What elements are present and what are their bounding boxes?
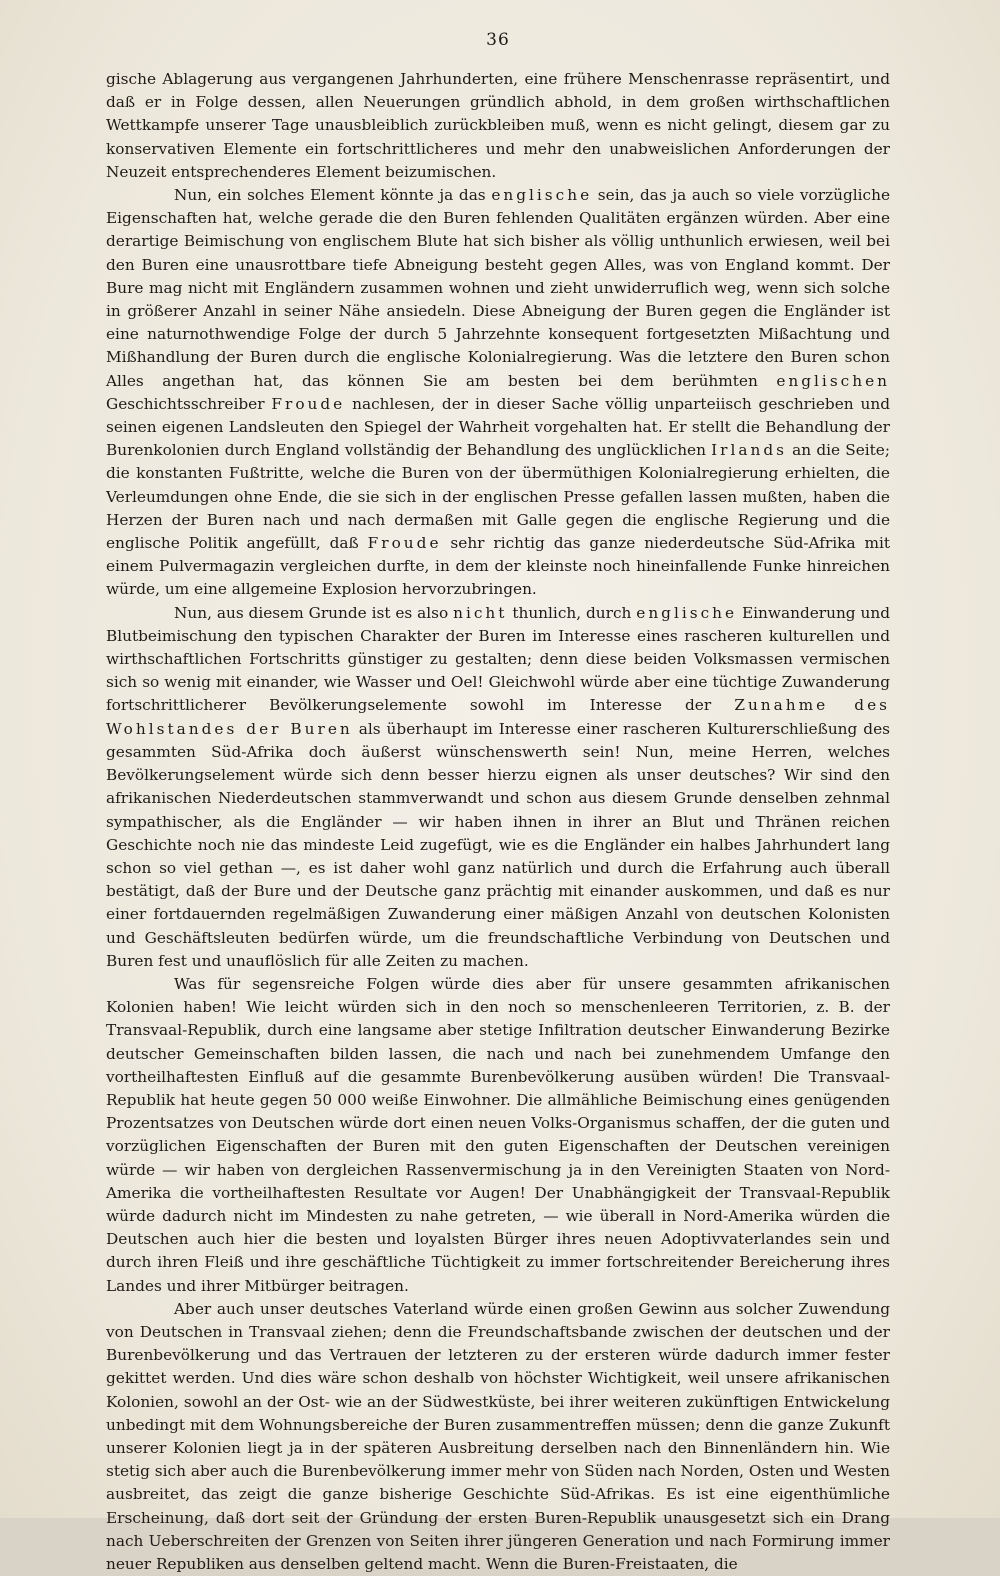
emphasized-text: Froude <box>367 534 442 553</box>
paragraph-1 <box>106 68 890 184</box>
text-run: gische Ablagerung aus vergangenen Jahrhunderten, eine frühere Menschenrasse repräsentirt, und daß er in Folge dessen, allen Neuerungen gründlich abhold, in dem großen wirthschaftlichen Wettkampfe unserer Tage unausbleiblich zurückbleiben muß, wenn es nicht gelingt, diesem gar zu konservativen Elemente ein fortschrittlicheres und mehr den unabweislichen Anforderungen der Neuzeit entsprechenderes Element beizumischen. <box>106 70 890 181</box>
text-run: an die Seite; die konstanten Fußtritte, welche die Buren von der übermüthigen Kolonialregierung erhielten, die Verleumdungen ohne Ende, die sie sich in der englischen Presse gefallen lassen mußten, haben die Herzen der Buren nach und nach dermaßen mit Galle gegen die englische Regierung und die englische Politik angefüllt, daß <box>106 441 891 553</box>
paragraph-4 <box>106 973 890 1298</box>
paragraph-2 <box>106 184 890 602</box>
emphasized-text: englische <box>636 603 738 622</box>
text-run: Nun, ein solches Element könnte ja das <box>174 186 492 205</box>
emphasized-text: Irlands <box>711 441 788 460</box>
text-run: Nun, aus diesem Grunde ist es also <box>174 603 454 622</box>
emphasized-text: englischen <box>776 371 890 390</box>
emphasized-text: nicht <box>453 603 508 622</box>
text-run: nachlesen, der in dieser Sache völlig unparteiisch geschrieben und seinen eigenen Landsleuten den Spiegel der Wahrheit vorgehalten hat. Er stellt die Behandlung der Burenkolonien durch England vollständig der Behandlung des unglücklichen <box>106 394 890 460</box>
paragraph-3 <box>106 602 890 973</box>
emphasized-text: Zunahme des Wohlstandes der Buren <box>106 696 890 738</box>
text-run: sein, das ja auch so viele vorzügliche Eigenschaften hat, welche gerade die den Buren fehlenden Qualitäten ergänzen würden. Aber eine derartige Beimischung von englischem Blute hat sich bisher als völlig unthunlich erwiesen, weil bei den Buren eine unausrottbare tiefe Abneigung besteht gegen Alles, was von England kommt. Der Bure mag nicht mit Engländern zusammen wohnen und zieht unwiderruflich weg, wenn sich solche in größerer Anzahl in seiner Nähe ansiedeln. Diese Abneigung der Buren gegen die Engländer ist eine naturnothwendige Folge der durch 5 Jahrzehnte konsequent fortgesetzten Mißachtung und Mißhandlung der Buren durch die englische Kolonialregierung. Was die letztere den Buren schon Alles angethan hat, das können Sie am besten bei dem berühmten <box>106 186 891 390</box>
text-run: Was für segensreiche Folgen würde dies aber für unsere gesammten afrikanischen Kolonien haben! Wie leicht würden sich in den noch so menschenleeren Territorien, z. B. der Transvaal-Republik, durch eine langsame aber stetige Infiltration deutscher Einwanderung Bezirke deutscher Gemeinschaften bilden lassen, die nach und nach bei zunehmendem Umfange den vortheilhaftesten Einfluß auf die gesammte Burenbevölkerung ausüben würden! Die Transvaal-Republik hat heute gegen 50 000 weiße Einwohner. Die allmähliche Beimischung eines genügenden Prozentsatzes von Deutschen würde dort einen neuen Volks-Organismus schaffen, der die guten und vorzüglichen Eigenschaften der Buren mit den guten Eigenschaften der Deutschen vereinigen würde — wir haben von dergleichen Rassenvermischung ja in den Vereinigten Staaten von Nord-Amerika die vortheilhaftesten Resultate vor Augen! Der Unabhängigkeit der Transvaal-Republik würde dadurch nicht im Mindesten zu nahe getreten, — wie überall in Nord-Amerika würden die Deutschen auch hier die besten und loyalsten Bürger ihres neuen Adoptivvaterlandes sein und durch ihren Fleiß und ihre geschäftliche Tüchtigkeit zu immer fortschreitender Bereicherung ihres Landes und ihrer Mitbürger beitragen. <box>106 974 890 1295</box>
text-run: Geschichtsschreiber <box>106 394 272 413</box>
page-number: 36 <box>486 30 510 50</box>
paragraph-5 <box>106 1298 890 1576</box>
text-run: sehr richtig das ganze niederdeutsche Süd-Afrika mit einem Pulvermagazin vergleichen durfte, in dem der kleinste noch hineinfallende Funke hinreichen würde, um eine allgemeine Explosion hervorzubringen. <box>106 534 891 599</box>
text-run: Einwanderung und Blutbeimischung den typischen Charakter der Buren im Interesse eines rascheren kulturellen und wirthschaftlichen Fortschritts günstiger zu gestalten; denn diese beiden Volksmassen vermischen sich so wenig mit einander, wie Wasser und Oel! Gleichwohl würde aber eine tüchtige Zuwanderung fortschrittlicherer Bevölkerungselemente sowohl im Interesse der <box>106 603 890 715</box>
body-text <box>106 68 890 1576</box>
text-run: thunlich, durch <box>507 603 637 622</box>
emphasized-text: Froude <box>271 394 346 413</box>
emphasized-text: englische <box>491 186 593 205</box>
text-run: Aber auch unser deutsches Vaterland würde einen großen Gewinn aus solcher Zuwendung von Deutschen in Transvaal ziehen; denn die Freundschaftsbande zwischen der deutschen und der Burenbevölkerung und das Vertrauen der letzteren zu der ersteren würde dadurch immer fester gekittet werden. Und dies wäre schon deshalb von höchster Wichtigkeit, weil unsere afrikanischen Kolonien, sowohl an der Ost- wie an der Südwestküste, bei ihrer weiteren zukünftigen Entwickelung unbedingt mit dem Wohnungsbereiche der Buren zusammentreffen müssen; denn die ganze Zukunft unserer Kolonien liegt ja in der späteren Ausbreitung derselben nach den Binnenländern hin. Wie stetig sich aber auch die Burenbevölkerung immer mehr von Süden nach Norden, Osten und Westen ausbreitet, das zeigt die ganze bisherige Geschichte Süd-Afrikas. Es ist eine eigenthümliche Erscheinung, daß dort seit der Gründung der ersten Buren-Republik unausgesetzt sich ein Drang nach Ueberschreiten der Grenzen von Seiten ihrer jüngeren Generation und nach Formirung immer neuer Republiken aus denselben geltend macht. Wenn die Buren-Freistaaten, die <box>106 1299 890 1573</box>
text-run: als überhaupt im Interesse einer rascheren Kulturerschließung des gesammten Süd-Afrika doch äußerst wünschenswerth sein! Nun, meine Herren, welches Bevölkerungselement würde sich denn besser hierzu eignen als unser deutsches? Wir sind den afrikanischen Niederdeutschen stammverwandt und schon aus diesem Grunde denselben zehnmal sympathischer, als die Engländer — wir haben ihnen in ihrer an Blut und Thränen reichen Geschichte noch nie das mindeste Leid zugefügt, wie es die Engländer ein halbes Jahrhundert lang schon so viel gethan —, es ist daher wohl ganz natürlich und durch die Erfahrung auch überall bestätigt, daß der Bure und der Deutsche ganz prächtig mit einander auskommen, und daß es nur einer fortdauernden regelmäßigen Zuwanderung einer mäßigen Anzahl von deutschen Kolonisten und Geschäftsleuten bedürfen würde, um die freundschaftliche Verbindung von Deutschen und Buren fest und unauflöslich für alle Zeiten zu machen. <box>106 719 890 970</box>
